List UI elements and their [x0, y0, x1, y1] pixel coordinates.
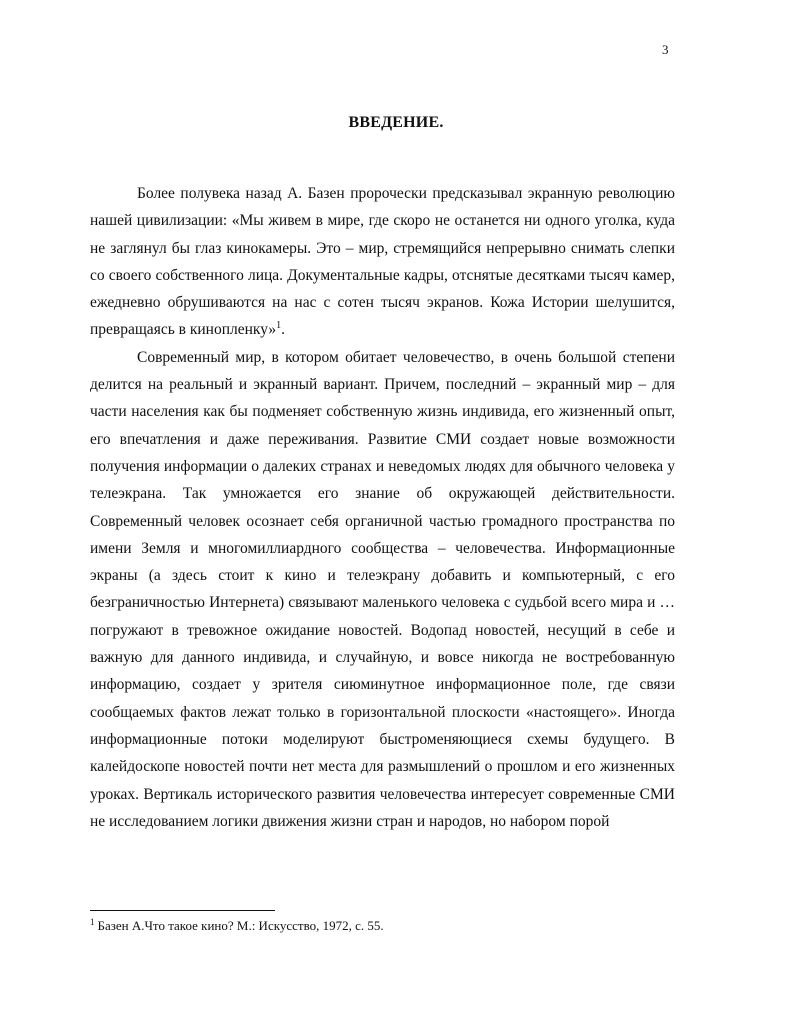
footnote-text: Базен А.Что такое кино? М.: Искусство, 1972, с. 55. [97, 918, 384, 933]
paragraph-1-text: Более полувека назад А. Базен пророчески предсказывал экранную революцию нашей цивилизации: «Мы живем в мире, где скоро не останется ни одного уголка, куда не заглянул бы глаз кинокамеры. Это – мир, стремящийся непрерывно снимать слепки со своего собственного лица. Документальные кадры, отснятые десятками тысяч камер, ежедневно обрушиваются на нас с сотен тысяч экранов. Кожа Истории шелушится, превращаясь в кинопленку» [90, 185, 675, 339]
footnote [90, 918, 675, 934]
paragraph-2-text: Современный мир, в котором обитает человечество, в очень большой степени делится на реальный и экранный вариант. Причем, последний – экранный мир – для части населения как бы подменяет собственную жизнь индивида, его жизненный опыт, его впечатления и даже переживания. Развитие СМИ создает новые возможности получения информации о далеких странах и неведомых людях для обычного человека у телеэкрана. Так умножается его знание об окружающей действительности. Современный человек осознает себя органичной частью громадного пространства по имени Земля и многомиллиардного сообщества – человечества. Информационные экраны (а здесь стоит к кино и телеэкрану добавить и компьютерный, с его безграничностью Интернета) связывают маленького человека с судьбой всего мира и … погружают в тревожное ожидание новостей. Водопад новостей, несущий в себе и важную для данного индивида, и случайную, и вовсе никогда не востребованную информацию, создает у зрителя сиюминутное информационное поле, где связи сообщаемых фактов лежат только в горизонтальной плоскости «настоящего». Иногда информационные потоки моделируют быстроменяющиеся схемы будущего. В калейдоскопе новостей почти нет места для размышлений о прошлом и его жизненных уроках. Вертикаль исторического развития человечества интересует современные СМИ не исследованием логики движения жизни стран и народов, но набором порой [90, 348, 675, 830]
footnote-reference[interactable]: 1 [276, 320, 282, 332]
page-number: 3 [662, 42, 669, 57]
footnote-divider [90, 910, 275, 911]
footnote-mark: 1 [90, 916, 95, 927]
paragraph-2 [90, 344, 675, 835]
page-title: ВВЕДЕНИЕ. [348, 114, 444, 131]
body-text [90, 180, 675, 835]
paragraph-1 [90, 180, 675, 344]
paragraph-1-tail: . [281, 321, 285, 339]
